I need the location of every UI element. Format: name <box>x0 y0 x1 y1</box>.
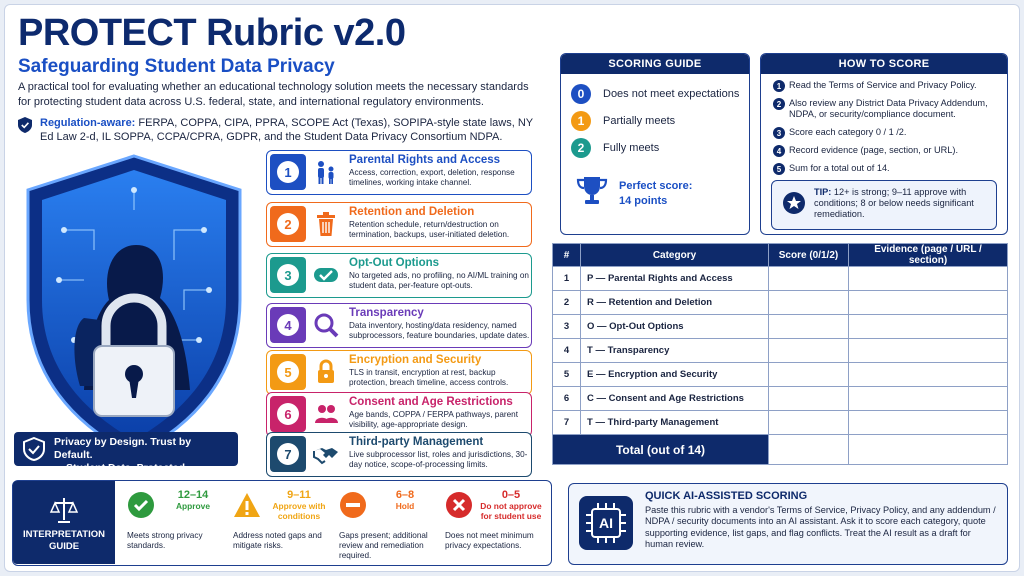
evidence-cell[interactable] <box>849 291 1008 315</box>
minus-circle-icon <box>339 491 367 519</box>
padlock-icon <box>313 359 339 385</box>
trash-icon <box>313 211 339 237</box>
step-text: Record evidence (page, section, or URL). <box>789 145 959 155</box>
table-row <box>553 291 1008 315</box>
band-description: Address noted gaps and mitigate risks. <box>233 531 322 550</box>
category-card-7 <box>266 432 532 477</box>
step-text: Read the Terms of Service and Privacy Policy. <box>789 80 977 90</box>
warning-icon <box>233 491 261 519</box>
row-category: O — Opt-Out Options <box>581 315 769 339</box>
row-number: 5 <box>553 363 581 387</box>
row-category: E — Encryption and Security <box>581 363 769 387</box>
how-to-step-5 <box>773 163 995 174</box>
category-card-3 <box>266 253 532 298</box>
category-number-badge <box>270 436 306 472</box>
evidence-cell[interactable] <box>849 363 1008 387</box>
ai-badge-text: AI <box>599 515 613 531</box>
category-description: Live subprocessor list, roles and jurisdictions, 30-day notice, scope-of-processing limits. <box>349 450 528 469</box>
row-category: T — Transparency <box>581 339 769 363</box>
step-number: 3 <box>773 127 785 139</box>
users-icon <box>313 401 339 427</box>
score-cell[interactable] <box>769 387 849 411</box>
handshake-icon <box>313 441 339 467</box>
band-label: Approve with conditions <box>272 501 326 521</box>
trophy-icon <box>575 175 609 205</box>
scales-icon <box>49 495 79 525</box>
score-circle: 2 <box>571 138 591 158</box>
tip-label: TIP: <box>814 187 832 197</box>
row-category: P — Parental Rights and Access <box>581 267 769 291</box>
toggle-check-icon <box>313 262 339 288</box>
category-title: Transparency <box>349 307 424 319</box>
family-icon <box>313 159 339 185</box>
band-description: Does not meet minimum privacy expectations. <box>445 531 534 550</box>
ai-scoring-panel <box>568 483 1008 565</box>
row-category: C — Consent and Age Restrictions <box>581 387 769 411</box>
step-text: Sum for a total out of 14. <box>789 163 890 173</box>
total-evidence-cell <box>849 435 1008 465</box>
shield-check-icon <box>22 437 46 461</box>
category-number-badge <box>270 206 306 242</box>
perfect-score-label: Perfect score: <box>619 180 693 192</box>
category-card-2 <box>266 202 532 247</box>
band-label: Do not approve for student use <box>480 501 542 521</box>
regulation-note <box>18 116 538 144</box>
shield-check-icon <box>18 117 32 133</box>
score-label: Partially meets <box>603 115 676 127</box>
check-circle-icon <box>127 491 155 519</box>
tip-box <box>771 180 997 230</box>
score-cell[interactable] <box>769 315 849 339</box>
category-description: TLS in transit, encryption at rest, backup protection, breach timeline, access controls. <box>349 368 509 387</box>
category-title: Retention and Deletion <box>349 206 475 218</box>
regulation-label: Regulation-aware: <box>40 117 136 129</box>
step-text: Also review any District Data Privacy Addendum, NDPA, or security/compliance document. <box>789 98 988 119</box>
total-score-cell[interactable] <box>769 435 849 465</box>
ai-chip-icon <box>579 496 633 550</box>
category-title: Third-party Management <box>349 436 484 448</box>
table-row <box>553 315 1008 339</box>
score-label: Fully meets <box>603 142 660 154</box>
score-cell[interactable] <box>769 363 849 387</box>
how-to-score-panel <box>760 53 1008 235</box>
ai-scoring-text: Paste this rubric with a vendor's Terms of Service, Privacy Policy, and any addendum / NDPA / security documents into an AI assistant. Ask it to score each category, quote supporting evidence, list gaps, and flag conflicts. Treat the AI result as a draft for human review. <box>645 505 996 550</box>
category-number: 2 <box>277 213 299 235</box>
step-text: Score each category 0 / 1 /2. <box>789 127 907 137</box>
band-description: Meets strong privacy standards. <box>127 531 203 550</box>
row-category: R — Retention and Deletion <box>581 291 769 315</box>
tip-text: 12+ is strong; 9–11 approve with conditions; 8 or below needs significant remediation. <box>814 187 974 219</box>
how-to-step-3 <box>773 127 995 138</box>
scoring-level-2 <box>571 138 659 158</box>
perfect-score-value: 14 points <box>619 195 668 207</box>
evidence-cell[interactable] <box>849 315 1008 339</box>
band-label: Approve <box>176 501 210 511</box>
category-title: Parental Rights and Access <box>349 154 501 166</box>
rubric-table <box>552 243 1008 465</box>
category-number: 3 <box>277 264 299 286</box>
how-to-step-2 <box>773 98 995 120</box>
category-number: 7 <box>277 443 299 465</box>
row-number: 4 <box>553 339 581 363</box>
interpretation-band-2 <box>231 487 335 561</box>
category-card-1 <box>266 150 532 195</box>
score-cell[interactable] <box>769 339 849 363</box>
category-card-6 <box>266 392 532 437</box>
table-row <box>553 387 1008 411</box>
col-header-score: Score (0/1/2) <box>769 244 849 267</box>
total-label: Total (out of 14) <box>553 435 769 465</box>
table-row <box>553 411 1008 435</box>
score-circle: 0 <box>571 84 591 104</box>
privacy-banner <box>14 432 238 474</box>
category-number: 1 <box>277 161 299 183</box>
x-circle-icon <box>445 491 473 519</box>
band-description: Gaps present; additional review and remediation required. <box>339 531 428 560</box>
evidence-cell[interactable] <box>849 339 1008 363</box>
col-header-evidence: Evidence (page / URL / section) <box>849 244 1008 267</box>
interpretation-heading: INTERPRETATION GUIDE <box>23 529 105 552</box>
scoring-guide-heading: SCORING GUIDE <box>561 54 749 74</box>
step-number: 4 <box>773 145 785 157</box>
evidence-cell[interactable] <box>849 411 1008 435</box>
row-number: 6 <box>553 387 581 411</box>
category-card-4 <box>266 303 532 348</box>
interpretation-guide <box>12 480 552 566</box>
row-number: 2 <box>553 291 581 315</box>
band-range: 9–11 <box>287 489 311 501</box>
band-range: 12–14 <box>177 489 209 501</box>
how-to-step-4 <box>773 145 995 156</box>
score-circle: 1 <box>571 111 591 131</box>
category-number-badge <box>270 154 306 190</box>
intro-text: A practical tool for evaluating whether an educational technology solution meets the necessary standards for protecting student data across U.S. federal, state, and international regulatory environments. <box>18 81 529 108</box>
score-cell[interactable] <box>769 411 849 435</box>
total-row <box>553 435 1008 465</box>
table-row <box>553 267 1008 291</box>
how-to-score-heading: HOW TO SCORE <box>761 54 1007 74</box>
step-number: 5 <box>773 163 785 175</box>
category-description: No targeted ads, no profiling, no AI/ML training on student data, per-feature opt-outs. <box>349 271 529 290</box>
scoring-level-1 <box>571 111 675 131</box>
band-label: Hold <box>395 501 415 511</box>
regulation-text: FERPA, COPPA, CIPA, PPRA, SCOPE Act (Texas), SOPIPA-style state laws, NY Ed Law 2-d, IL SOPPA, CCPA/CPRA, GDPR, and the Student Data Privacy Consortium NDPA. <box>40 117 533 143</box>
col-header-number: # <box>553 244 581 267</box>
interpretation-band-3 <box>337 487 441 561</box>
category-number-badge <box>270 307 306 343</box>
category-title: Opt-Out Options <box>349 257 440 269</box>
row-category: T — Third-party Management <box>581 411 769 435</box>
star-badge-icon <box>782 191 806 215</box>
scoring-guide-panel <box>560 53 750 235</box>
banner-line-1: Privacy by Design. Trust by Default. <box>54 436 192 461</box>
category-number: 4 <box>277 314 299 336</box>
row-number: 3 <box>553 315 581 339</box>
category-description: Access, correction, export, deletion, response timelines, working intake channel. <box>349 168 515 187</box>
how-to-step-1 <box>773 80 995 91</box>
category-number: 6 <box>277 403 299 425</box>
category-number-badge <box>270 396 306 432</box>
category-title: Encryption and Security <box>349 354 482 366</box>
table-row <box>553 363 1008 387</box>
category-card-5 <box>266 350 532 395</box>
row-number: 1 <box>553 267 581 291</box>
table-row <box>553 339 1008 363</box>
score-label: Does not meet expectations <box>603 88 740 100</box>
band-range: 6–8 <box>395 489 415 501</box>
interpretation-heading-block <box>13 481 115 564</box>
band-range: 0–5 <box>501 489 521 501</box>
step-number: 1 <box>773 80 785 92</box>
category-number: 5 <box>277 361 299 383</box>
score-cell[interactable] <box>769 267 849 291</box>
step-number: 2 <box>773 98 785 110</box>
magnifier-icon <box>313 312 339 338</box>
row-number: 7 <box>553 411 581 435</box>
category-number-badge <box>270 257 306 293</box>
category-number-badge <box>270 354 306 390</box>
evidence-cell[interactable] <box>849 267 1008 291</box>
shield-illustration <box>14 150 254 465</box>
category-description: Retention schedule, return/destruction on termination, backups, user-initiated deletion. <box>349 220 510 239</box>
category-title: Consent and Age Restrictions <box>349 396 513 408</box>
banner-line-2: Student Data. Protected. <box>66 462 188 474</box>
page-subtitle: Safeguarding Student Data Privacy <box>18 56 335 77</box>
category-description: Data inventory, hosting/data residency, named subprocessors, feature boundaries, update dates. <box>349 321 530 340</box>
category-description: Age bands, COPPA / FERPA pathways, parent visibility, age-appropriate design. <box>349 410 518 429</box>
interpretation-band-1 <box>125 487 229 561</box>
col-header-category: Category <box>581 244 769 267</box>
ai-scoring-heading: QUICK AI-ASSISTED SCORING <box>645 490 808 502</box>
evidence-cell[interactable] <box>849 387 1008 411</box>
page-title: PROTECT Rubric v2.0 <box>18 12 406 54</box>
score-cell[interactable] <box>769 291 849 315</box>
interpretation-band-4 <box>443 487 547 561</box>
scoring-level-0 <box>571 84 739 104</box>
